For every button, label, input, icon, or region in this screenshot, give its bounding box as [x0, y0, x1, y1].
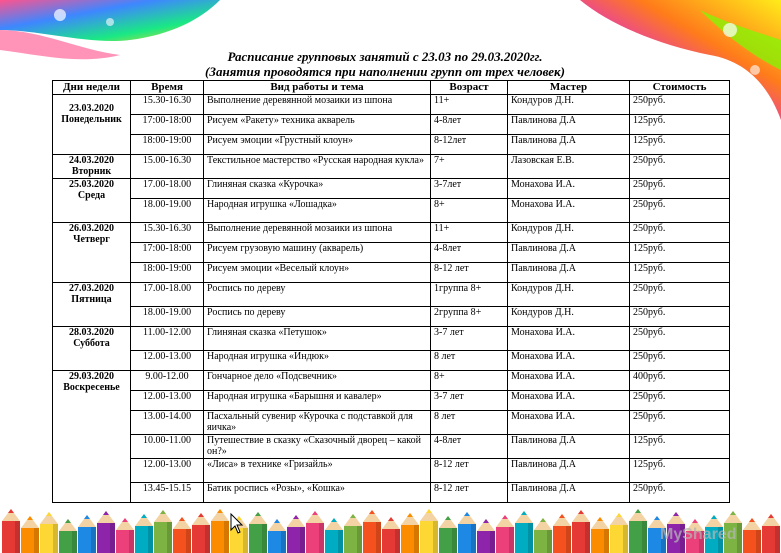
- day-name: Среда: [77, 190, 106, 201]
- table-row: [53, 155, 730, 179]
- pencil-icon: [629, 509, 647, 553]
- master-cell: Кондуров Д.Н.: [508, 95, 630, 115]
- table-row: [53, 135, 730, 155]
- master-cell: Монахова И.А.: [508, 371, 630, 391]
- master-cell: Кондуров Д.Н.: [508, 223, 630, 243]
- age-cell: 8 лет: [431, 411, 508, 435]
- pencil-icon: [135, 514, 153, 553]
- schedule-title: [150, 49, 620, 79]
- activity-cell: Народная игрушка «Лошадка»: [204, 199, 431, 223]
- master-cell: Павлинова Д.А: [508, 135, 630, 155]
- header-age: Возраст: [431, 81, 508, 95]
- table-row: [53, 95, 730, 115]
- pencil-icon: [477, 519, 495, 553]
- time-cell: 13.00-14.00: [131, 411, 204, 435]
- pencil-icon: [553, 514, 571, 553]
- activity-cell: Рисуем эмоции «Веселый клоун»: [204, 263, 431, 283]
- activity-cell: Глиняная сказка «Курочка»: [204, 179, 431, 199]
- day-date: 26.03.2020: [69, 223, 114, 234]
- table-row: [53, 459, 730, 483]
- age-cell: 8-12 лет: [431, 459, 508, 483]
- day-date: 23.03.2020: [69, 103, 114, 114]
- master-cell: Павлинова Д.А: [508, 435, 630, 459]
- activity-cell: Роспись по дереву: [204, 307, 431, 327]
- time-cell: 9.00-12.00: [131, 371, 204, 391]
- activity-cell: «Лиса» в технике «Гризайль»: [204, 459, 431, 483]
- pencil-icon: [211, 509, 229, 553]
- day-name: Суббота: [73, 338, 110, 349]
- time-cell: 15.00-16.30: [131, 155, 204, 179]
- header-activity: Вид работы и тема: [204, 81, 431, 95]
- day-date: 27.03.2020: [69, 283, 114, 294]
- price-cell: 250руб.: [630, 199, 730, 223]
- header-master: Мастер: [508, 81, 630, 95]
- pencil-icon: [249, 512, 267, 553]
- pencil-icon: [363, 510, 381, 553]
- age-cell: 4-8лет: [431, 115, 508, 135]
- header-time: Время: [131, 81, 204, 95]
- master-cell: Монахова И.А.: [508, 411, 630, 435]
- price-cell: 250руб.: [630, 483, 730, 503]
- day-date: 28.03.2020: [69, 327, 114, 338]
- price-cell: 250руб.: [630, 283, 730, 307]
- pencil-icon: [572, 510, 590, 553]
- price-cell: 125руб.: [630, 435, 730, 459]
- pencil-icon: [2, 509, 20, 553]
- table-row: [53, 391, 730, 411]
- price-cell: 125руб.: [630, 459, 730, 483]
- age-cell: 8-12лет: [431, 135, 508, 155]
- day-date: 24.03.2020: [69, 155, 114, 166]
- age-cell: 8+: [431, 199, 508, 223]
- pencil-icon: [97, 511, 115, 553]
- age-cell: 3-7лет: [431, 179, 508, 199]
- activity-cell: Народная игрушка «Индюк»: [204, 351, 431, 371]
- schedule-table: [52, 80, 730, 503]
- age-cell: 1группа 8+: [431, 283, 508, 307]
- master-cell: Монахова И.А.: [508, 391, 630, 411]
- age-cell: 3-7 лет: [431, 391, 508, 411]
- time-cell: 18.00-19.00: [131, 307, 204, 327]
- time-cell: 18:00-19:00: [131, 135, 204, 155]
- table-row: [53, 223, 730, 243]
- day-cell: [53, 327, 131, 371]
- day-name: Вторник: [71, 166, 112, 177]
- pencil-icon: [173, 517, 191, 553]
- header-day: Дни недели: [53, 81, 131, 95]
- pencil-icon: [344, 514, 362, 553]
- table-row: [53, 283, 730, 307]
- time-cell: 18:00-19:00: [131, 263, 204, 283]
- table-row: [53, 199, 730, 223]
- price-cell: 250руб.: [630, 179, 730, 199]
- activity-cell: Гончарное дело «Подсвечник»: [204, 371, 431, 391]
- price-cell: 250руб.: [630, 351, 730, 371]
- pencil-icon: [192, 513, 210, 553]
- master-cell: Павлинова Д.А: [508, 115, 630, 135]
- pencil-icon: [382, 517, 400, 553]
- pencil-icon: [154, 510, 172, 553]
- master-cell: Монахова И.А.: [508, 179, 630, 199]
- price-cell: 125руб.: [630, 243, 730, 263]
- age-cell: 8-12 лет: [431, 263, 508, 283]
- pencil-icon: [610, 513, 628, 553]
- master-cell: Монахова И.А.: [508, 327, 630, 351]
- title-line-1: Расписание групповых занятий с 23.03 по 29.03.2020гг.: [227, 49, 543, 64]
- age-cell: 8+: [431, 371, 508, 391]
- price-cell: 125руб.: [630, 263, 730, 283]
- pencil-icon: [743, 518, 761, 553]
- table-row: [53, 435, 730, 459]
- price-cell: 250руб.: [630, 307, 730, 327]
- day-cell: [53, 283, 131, 327]
- time-cell: 12.00-13.00: [131, 459, 204, 483]
- pencil-icon: [21, 516, 39, 553]
- price-cell: 250руб.: [630, 391, 730, 411]
- age-cell: 2группа 8+: [431, 307, 508, 327]
- pencil-icon: [534, 518, 552, 553]
- pencil-icon: [401, 513, 419, 553]
- table-row: [53, 371, 730, 391]
- pencil-icon: [306, 511, 324, 553]
- age-cell: 4-8лет: [431, 435, 508, 459]
- time-cell: 17.00-18.00: [131, 179, 204, 199]
- activity-cell: Пасхальный сувенир «Курочка с подставкой для яичка»: [204, 411, 431, 435]
- watermark: MyShared: [660, 526, 737, 543]
- age-cell: 8-12 лет: [431, 483, 508, 503]
- pencil-icon: [420, 509, 438, 553]
- activity-cell: Выполнение деревянной мозаики из шпона: [204, 223, 431, 243]
- pencil-icon: [116, 518, 134, 553]
- pencil-icon: [458, 512, 476, 553]
- title-line-2: (Занятия проводятся при наполнении групп от трех человек): [205, 64, 565, 79]
- price-cell: 400руб.: [630, 371, 730, 391]
- table-row: [53, 327, 730, 351]
- pencil-icon: [515, 511, 533, 553]
- master-cell: Монахова И.А.: [508, 199, 630, 223]
- day-name: Воскресенье: [63, 382, 120, 393]
- time-cell: 13.45-15.15: [131, 483, 204, 503]
- time-cell: 17:00-18:00: [131, 115, 204, 135]
- pencil-icon: [762, 514, 780, 553]
- day-cell: [53, 155, 131, 179]
- time-cell: 17:00-18:00: [131, 243, 204, 263]
- price-cell: 250руб.: [630, 155, 730, 179]
- master-cell: Кондуров Д.Н.: [508, 283, 630, 307]
- table-row: [53, 115, 730, 135]
- age-cell: 11+: [431, 223, 508, 243]
- master-cell: Павлинова Д.А: [508, 459, 630, 483]
- master-cell: Павлинова Д.А: [508, 483, 630, 503]
- pencil-icon: [439, 516, 457, 553]
- price-cell: 250руб.: [630, 95, 730, 115]
- activity-cell: Рисуем «Ракету» техника акварель: [204, 115, 431, 135]
- activity-cell: Выполнение деревянной мозаики из шпона: [204, 95, 431, 115]
- master-cell: Павлинова Д.А: [508, 263, 630, 283]
- table-row: [53, 411, 730, 435]
- table-row: [53, 307, 730, 327]
- price-cell: 125руб.: [630, 135, 730, 155]
- table-row: [53, 263, 730, 283]
- time-cell: 11.00-12.00: [131, 327, 204, 351]
- time-cell: 12.00-13.00: [131, 351, 204, 371]
- price-cell: 125руб.: [630, 115, 730, 135]
- pencil-icon: [591, 517, 609, 553]
- price-cell: 250руб.: [630, 411, 730, 435]
- table-row: [53, 483, 730, 503]
- table-row: [53, 243, 730, 263]
- day-name: Четверг: [73, 234, 110, 245]
- mouse-cursor-icon: [230, 513, 244, 535]
- day-name: Понедельник: [61, 114, 122, 125]
- day-date: 25.03.2020: [69, 179, 114, 190]
- time-cell: 18.00-19.00: [131, 199, 204, 223]
- age-cell: 4-8лет: [431, 243, 508, 263]
- pencil-icon: [268, 519, 286, 553]
- time-cell: 17.00-18.00: [131, 283, 204, 307]
- activity-cell: Рисуем эмоции «Грустный клоун»: [204, 135, 431, 155]
- pencil-icon: [78, 515, 96, 553]
- activity-cell: Рисуем грузовую машину (акварель): [204, 243, 431, 263]
- pencil-icon: [287, 515, 305, 553]
- day-cell: [53, 179, 131, 223]
- header-price: Стоимость: [630, 81, 730, 95]
- day-date: 29.03.2020: [69, 371, 114, 382]
- day-cell: [53, 95, 131, 155]
- master-cell: Лазовская Е.В.: [508, 155, 630, 179]
- time-cell: 12.00-13.00: [131, 391, 204, 411]
- activity-cell: Текстильное мастерство «Русская народная кукла»: [204, 155, 431, 179]
- age-cell: 7+: [431, 155, 508, 179]
- age-cell: 11+: [431, 95, 508, 115]
- day-cell: [53, 223, 131, 283]
- pencil-icon: [325, 518, 343, 553]
- price-cell: 250руб.: [630, 327, 730, 351]
- age-cell: 3-7 лет: [431, 327, 508, 351]
- activity-cell: Роспись по дереву: [204, 283, 431, 307]
- master-cell: Монахова И.А.: [508, 351, 630, 371]
- age-cell: 8 лет: [431, 351, 508, 371]
- master-cell: Кондуров Д.Н.: [508, 307, 630, 327]
- day-name: Пятница: [71, 294, 112, 305]
- pencil-icon: [496, 515, 514, 553]
- time-cell: 10.00-11.00: [131, 435, 204, 459]
- time-cell: 15.30-16.30: [131, 223, 204, 243]
- time-cell: 15.30-16.30: [131, 95, 204, 115]
- table-row: [53, 179, 730, 199]
- activity-cell: Путешествие в сказку «Сказочный дворец – какой он?»: [204, 435, 431, 459]
- table-row: [53, 351, 730, 371]
- activity-cell: Народная игрушка «Барышня и кавалер»: [204, 391, 431, 411]
- price-cell: 250руб.: [630, 223, 730, 243]
- day-cell: [53, 371, 131, 503]
- activity-cell: Батик роспись «Розы», «Кошка»: [204, 483, 431, 503]
- master-cell: Павлинова Д.А: [508, 243, 630, 263]
- activity-cell: Глиняная сказка «Петушок»: [204, 327, 431, 351]
- pencil-icon: [59, 519, 77, 553]
- header-row: [53, 81, 730, 95]
- pencil-icon: [40, 512, 58, 553]
